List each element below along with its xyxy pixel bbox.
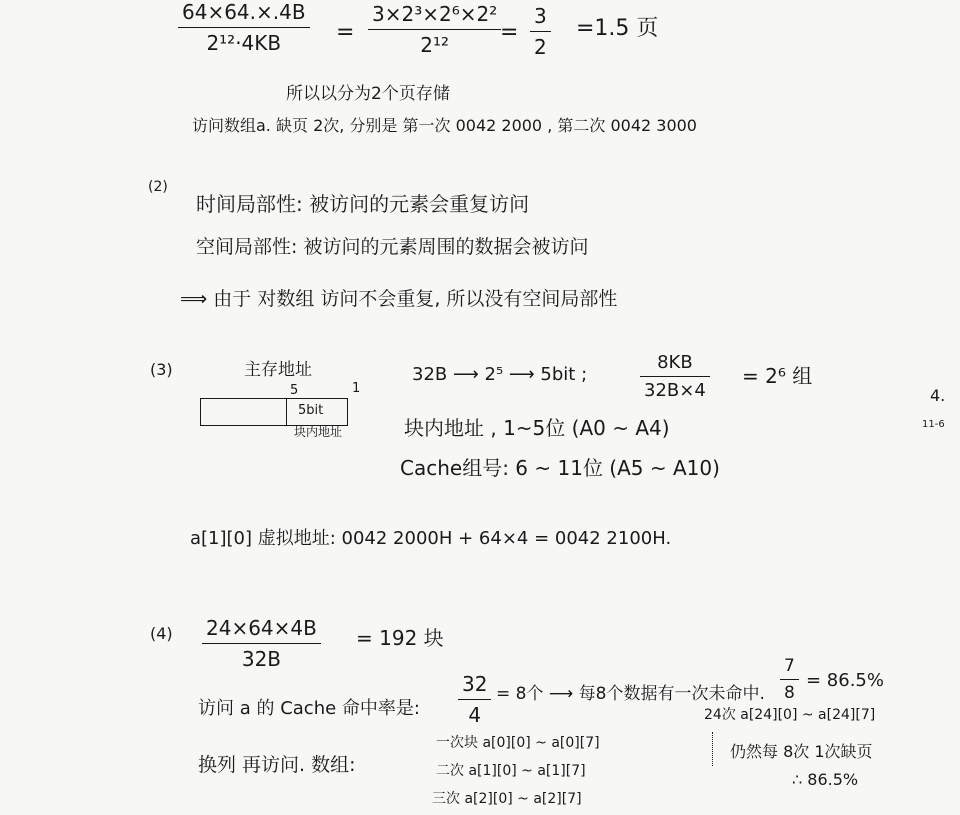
- part3-label: (3): [150, 360, 173, 379]
- part3-box-bits-label: 5bit: [298, 403, 324, 418]
- part1-fraction-2: [368, 2, 501, 57]
- part2-temporal-locality: 时间局部性: 被访问的元素会重复访问: [196, 192, 530, 216]
- fraction-bar: [458, 699, 491, 700]
- part3-group-result: = 2⁶ 组: [742, 364, 813, 388]
- part2-label: (2): [148, 179, 168, 195]
- part4-hit-fraction: [458, 672, 491, 727]
- part3-digit-1: 1: [352, 381, 361, 396]
- part4-hit-fraction-2-numerator: 7: [784, 656, 795, 676]
- part4-block-result: = 192 块: [356, 626, 444, 650]
- part4-ellipsis-mark: [712, 732, 713, 766]
- part1-equals-2: =: [500, 20, 519, 45]
- part4-hit-fraction-denominator: 4: [468, 703, 482, 727]
- part4-row-3: 三次 a[2][0] ~ a[2][7]: [432, 791, 582, 807]
- part3-group-fraction-denominator: 32B×4: [644, 380, 706, 401]
- part4-right-top: 24次 a[24][0] ~ a[24][7]: [704, 707, 876, 723]
- part1-fraction-2-numerator: 3×2³×2⁶×2²: [372, 2, 498, 26]
- part2-spatial-locality: 空间局部性: 被访问的元素周围的数据会被访问: [196, 236, 589, 258]
- part1-pages-line: 所以以分为2个页存储: [286, 84, 450, 104]
- part1-fraction-1: [178, 0, 310, 55]
- part4-block-fraction: [202, 616, 321, 671]
- margin-note-range: 11-6: [922, 419, 945, 430]
- part4-hit-fraction-2: [780, 656, 799, 703]
- part1-fraction-3-numerator: 3: [534, 4, 547, 28]
- part4-row-1: 一次块 a[0][0] ~ a[0][7]: [436, 735, 600, 751]
- part4-block-fraction-denominator: 32B: [241, 647, 282, 671]
- fraction-bar: [368, 29, 501, 30]
- part4-hit-rate-label: 访问 a 的 Cache 命中率是:: [198, 698, 420, 719]
- part3-block-offset-label: 块内地址: [294, 425, 343, 439]
- part3-group-fraction-numerator: 8KB: [657, 352, 693, 373]
- part1-fraction-1-denominator: 2¹²·4KB: [206, 31, 282, 55]
- part3-block-address-line: 块内地址 , 1~5位 (A0 ~ A4): [404, 416, 670, 440]
- part1-access-line: 访问数组a. 缺页 2次, 分别是 第一次 0042 2000 , 第二次 0042 3000: [192, 116, 697, 135]
- part4-hit-explanation: = 8个 ⟶ 每8个数据有一次未命中.: [496, 684, 765, 704]
- part1-fraction-1-numerator: 64×64.×.4B: [182, 0, 306, 24]
- part4-label: (4): [150, 624, 173, 643]
- part3-address-box-divider: [286, 398, 287, 425]
- part3-group-fraction: [640, 352, 710, 401]
- fraction-bar: [530, 31, 551, 32]
- part2-conclusion: ⟹ 由于 对数组 访问不会重复, 所以没有空间局部性: [180, 288, 618, 310]
- part1-equals-1: =: [336, 20, 355, 45]
- part1-fraction-3-denominator: 2: [534, 35, 547, 59]
- part3-cache-group-line: Cache组号: 6 ~ 11位 (A5 ~ A10): [400, 456, 720, 480]
- part3-digit-5: 5: [290, 383, 299, 398]
- part3-virtual-address-line: a[1][0] 虚拟地址: 0042 2000H + 64×4 = 0042 2100H.: [190, 528, 672, 549]
- part4-swap-label: 换列 再访问. 数组:: [198, 754, 356, 776]
- part4-hit-fraction-2-denominator: 8: [784, 683, 795, 703]
- part3-block-size-line: 32B ⟶ 2⁵ ⟶ 5bit ;: [412, 364, 588, 385]
- part4-right-bottom: ∴ 86.5%: [792, 770, 859, 789]
- fraction-bar: [178, 27, 310, 28]
- part3-main-address-label: 主存地址: [244, 360, 312, 380]
- part1-fraction-2-denominator: 2¹²: [420, 33, 449, 57]
- part4-right-middle: 仍然每 8次 1次缺页: [730, 742, 873, 761]
- part4-hit-percent: = 86.5%: [806, 670, 884, 691]
- part4-hit-fraction-numerator: 32: [462, 672, 488, 696]
- fraction-bar: [640, 376, 710, 377]
- part3-address-box: [200, 398, 348, 426]
- fraction-bar: [202, 643, 321, 644]
- margin-note-4: 4.: [930, 386, 946, 405]
- part1-result: =1.5 页: [576, 16, 659, 41]
- part1-fraction-3: [530, 4, 551, 59]
- fraction-bar: [780, 679, 799, 680]
- part4-block-fraction-numerator: 24×64×4B: [206, 616, 317, 640]
- part4-row-2: 二次 a[1][0] ~ a[1][7]: [436, 763, 586, 779]
